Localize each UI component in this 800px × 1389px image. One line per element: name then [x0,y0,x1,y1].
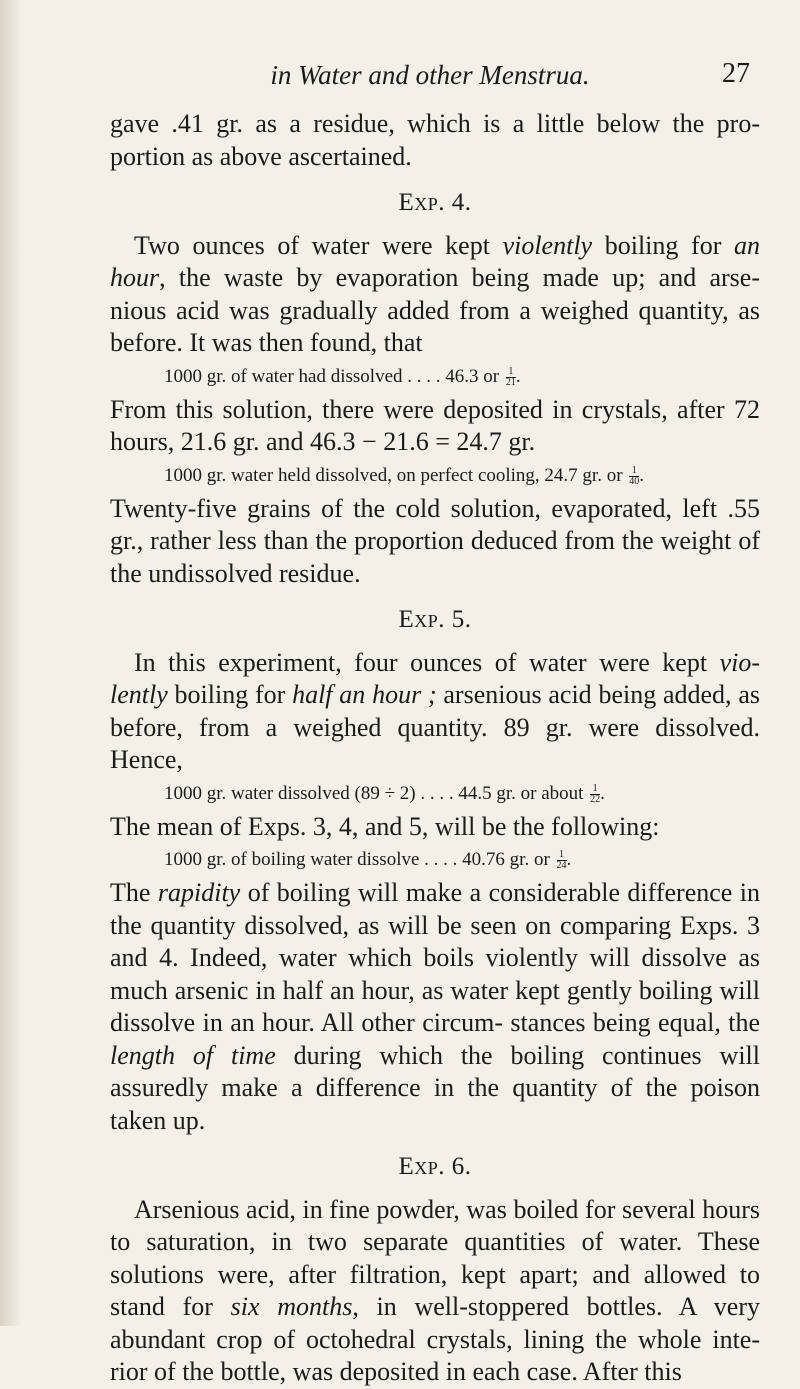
formula-line: 1000 gr. of boiling water dissolve . . . . 40.76 gr. or $\frac{1}{24}$ . [164,849,572,872]
page-gutter-shadow [0,0,22,1326]
formula-line: 1000 gr. water held dissolved, on perfect cooling, 24.7 gr. or $\frac{1}{40}$ . [164,464,645,487]
section-heading-exp4: Exp. 4. [398,189,472,216]
paragraph: In this experiment, four ounces of water were kept vio- lently boiling for half an hour ; arsenious acid being added, as before, from a weighed quantity. 89 gr. were dissolved. Hence, [110,647,760,774]
running-head: in Water and other Menstrua. [270,60,590,90]
section-heading-exp6: Exp. 6. [398,1153,472,1180]
paragraph: Two ounces of water were kept violently boiling for an hour, the waste by evaporation being made up; and arse- nious acid was gradually added from a weighed quantity, as before. It was then found, that [110,230,760,357]
body-text [110,108,760,1389]
page-number: 27 [722,58,750,89]
fraction: $\frac{1}{22}$ [590,782,601,805]
paragraph: The rapidity of boiling will make a considerable difference in the quantity dissolved, as will be seen on comparing Exps. 3 and 4. Indeed, water which boils violently will dissolve as much arsenic in half an hour, as water kept gently boiling will dissolve in an hour. All other circum- stances being equal, the length of time during which the boiling continues will assuredly make a difference in the quantity of the poison taken up. [110,878,761,1135]
paragraph: gave .41 gr. as a residue, which is a little below the pro- portion as above ascertained. [110,109,760,171]
page-header [110,58,750,98]
fraction: $\frac{1}{24}$ [556,849,567,872]
section-heading-exp5: Exp. 5. [398,606,472,633]
fraction: $\frac{1}{40}$ [629,464,640,487]
formula-line: 1000 gr. of water had dissolved . . . . 46.3 or $\frac{1}{21}$ . [164,365,521,388]
fraction: $\frac{1}{21}$ [505,365,516,388]
paragraph: From this solution, there were deposited in crystals, after 72 hours, 21.6 gr. and 46.3 − 21.6 = 24.7 gr. [110,394,760,456]
paragraph: The mean of Exps. 3, 4, and 5, will be the following: [110,811,660,841]
formula-line: 1000 gr. water dissolved (89 ÷ 2) . . . . 44.5 gr. or about $\frac{1}{22}$ . [164,782,605,805]
paragraph: Twenty-five grains of the cold solution, evaporated, left .55 gr., rather less than the proportion deduced from the weight of the undissolved residue. [110,493,760,588]
paragraph: Arsenious acid, in fine powder, was boiled for several hours to saturation, in two separate quantities of water. These solutions were, after filtration, kept apart; and allowed to stand for six months, in well-stoppered bottles. A very abundant crop of octohedral crystals, lining the whole inte- rior of the bottle, was deposited in each case. After this [110,1194,760,1386]
